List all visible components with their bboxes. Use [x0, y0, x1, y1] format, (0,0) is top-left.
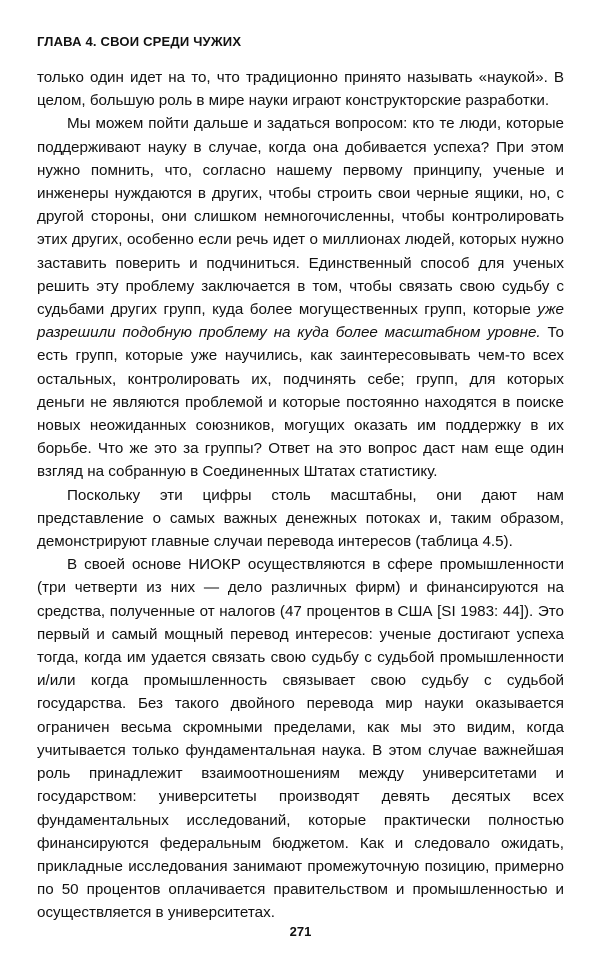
- paragraph-text-before-emphasis: Мы можем пойти дальше и задаться вопросом: кто те люди, которые поддерживают науку в случае, когда она добивается успеха? При этом нужно помнить, что, согласно нашему первому принципу, ученые и инженеры нуждаются в других, чтобы строить свои черные ящики, но, с другой стороны, они слишком немногочисленны, чтобы контролировать этих других, особенно если речь идет о миллионах людей, которых нужно заставить поверить и подчиниться. Единственный способ для ученых решить эту проблему заключается в том, чтобы связать свою судьбу с судьбами других групп, куда более могущественных групп, которые: [37, 115, 564, 319]
- book-page: [37, 34, 564, 939]
- paragraph-continuation: только один идет на то, что традиционно принято называть «наукой». В целом, большую роль в мире науки играют конструкторские разработки.: [37, 69, 564, 110]
- running-head: ГЛАВА 4. СВОИ СРЕДИ ЧУЖИХ: [37, 34, 242, 49]
- paragraph-money-flows: Поскольку эти цифры столь масштабны, они дают нам представление о самых важных денежных потоках и, таким образом, демонстрируют главные случаи перевода интересов (таблица 4.5).: [37, 486, 564, 551]
- body-text: [37, 66, 564, 925]
- page-number: 271: [289, 924, 312, 939]
- emphasized-phrase: уже разрешили подобную проблему на куда более масштабном уровне.: [37, 301, 564, 342]
- paragraph-rnd-funding: В своей основе НИОКР осуществляются в сфере промышленности (три четверти из них — дело различных фирм) и финансируются на средства, полученные от налогов (47 процентов в США [SI 1983: 44]). Это первый и самый мощный перевод интересов: ученые достигают успеха тогда, когда им удается связать свою судьбу с судьбой промышленности и/или когда промышленность связывает свою судьбу с судьбой государства. Без такого двойного перевода мир науки оказывается ограничен весьма скромными пределами, как мы это видим, когда учитывается только фундаментальная наука. В этом случае важнейшая роль принадлежит взаимоотношениям между университетами и государством: университеты производят девять десятых всех фундаментальных исследований, которые практически полностью финансируются федеральным бюджетом. Как и следовало ожидать, прикладные исследования занимают промежуточную позицию, примерно по 50 процентов оплачивается правительством и промышленностью и осуществляется в университетах.: [37, 556, 564, 922]
- paragraph-who-supports-science: [37, 112, 564, 483]
- paragraph-text-after-emphasis: То есть групп, которые уже научились, как заинтересовывать чем-то всех остальных, контролировать их, подчинять себе; групп, для которых деньги не являются проблемой и которые постоянно находятся в поиске новых неожиданных союзников, могущих оказать им поддержку в их борьбе. Что же это за группы? Ответ на это вопрос даст нам еще один взгляд на собранную в Соединенных Штатах статистику.: [37, 324, 564, 481]
